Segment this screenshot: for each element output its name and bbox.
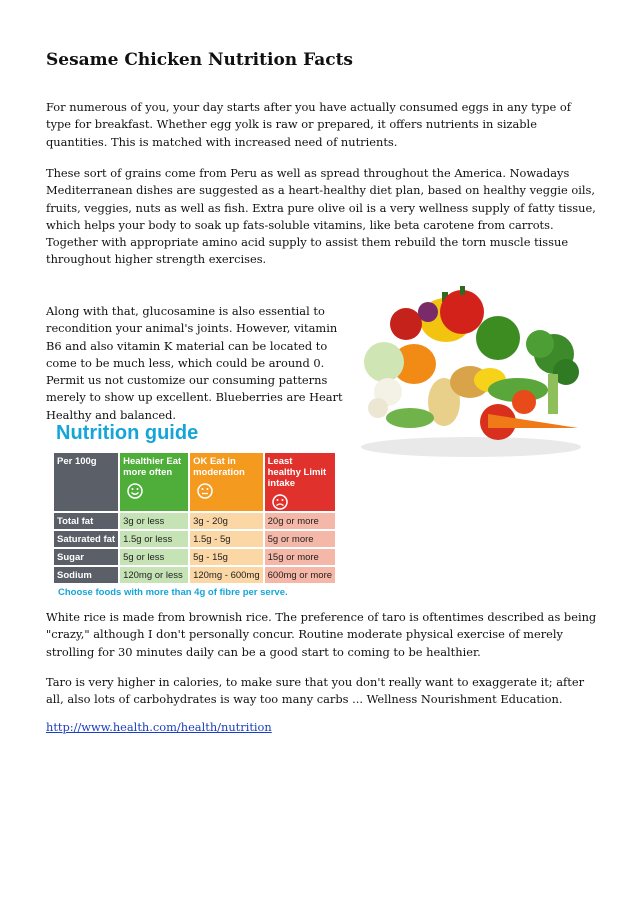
sad-face-icon — [272, 494, 288, 510]
header-ok-label: OK Eat in moderation — [193, 456, 245, 478]
nutrition-table-header — [54, 453, 335, 511]
cell-least-healthy: 20g or more — [265, 513, 335, 529]
table-row — [54, 567, 335, 583]
cell-healthier: 5g or less — [120, 549, 188, 565]
cell-least-healthy: 5g or more — [265, 531, 335, 547]
header-least-healthy-label: Least healthy Limit intake — [267, 456, 327, 489]
cell-ok: 5g - 15g — [190, 549, 263, 565]
neutral-face-icon — [197, 483, 213, 499]
page-title: Sesame Chicken Nutrition Facts — [46, 50, 353, 70]
nutrition-guide-footer: Choose foods with more than 4g of fibre per serve. — [58, 587, 288, 598]
row-label: Total fat — [54, 513, 118, 529]
cell-least-healthy: 600mg or more — [265, 567, 335, 583]
table-row — [54, 513, 335, 529]
paragraph-4: White rice is made from brownish rice. The preference of taro is oftentimes described as being "crazy," although I don't personally concur. Routine moderate physical exercise of merely strolling for 30 minutes daily can be a good start to coming to be healthier. — [46, 610, 597, 659]
table-row — [54, 531, 335, 547]
row-label: Sugar — [54, 549, 118, 565]
cell-least-healthy: 15g or more — [265, 549, 335, 565]
paragraph-5: Taro is very higher in calories, to make sure that you don't really want to exaggerate it; after all, also lots of carbohydrates is way too many carbs ... Wellness Nourishment Education. — [46, 675, 585, 707]
cell-healthier: 3g or less — [120, 513, 188, 529]
header-ok — [190, 453, 263, 511]
nutrition-guide-title: Nutrition guide — [56, 422, 199, 444]
cell-ok: 1.5g - 5g — [190, 531, 263, 547]
cell-ok: 120mg - 600mg — [190, 567, 263, 583]
paragraph-2: These sort of grains come from Peru as well as spread throughout the America. Nowadays Mediterranean dishes are suggested as a heart-healthy diet plan, based on healthy veggie oils, fruits, veggies, nuts as well as fish. Extra pure olive oil is a very wellness supply of fatty tissue, which helps your body to soak up fats-soluble vitamins, like beta carotene from carrots. Together with appropriate amino acid supply to assist them rebuild the torn muscle tissue throughout higher strength exercises. — [46, 166, 596, 267]
nutrition-table — [52, 451, 337, 585]
smiley-face-icon — [127, 483, 143, 499]
header-healthier — [120, 453, 188, 511]
cell-healthier: 120mg or less — [120, 567, 188, 583]
paragraph-1: For numerous of you, your day starts after you have actually consumed eggs in any type of type for breakfast. Whether egg yolk is raw or prepared, it offers nutrients in sizable quantities. This is matched with increased need of nutrients. — [46, 100, 571, 149]
vegetables-image — [358, 282, 584, 458]
cell-healthier: 1.5g or less — [120, 531, 188, 547]
table-row — [54, 549, 335, 565]
nutrition-link[interactable]: http://www.health.com/health/nutrition — [46, 720, 272, 734]
row-label: Saturated fat — [54, 531, 118, 547]
header-least-healthy — [265, 453, 335, 511]
header-per-100g: Per 100g — [54, 453, 118, 511]
cell-ok: 3g - 20g — [190, 513, 263, 529]
header-healthier-label: Healthier Eat more often — [123, 456, 182, 478]
row-label: Sodium — [54, 567, 118, 583]
paragraph-3: Along with that, glucosamine is also essential to recondition your animal's joints. However, vitamin B6 and also vitamin K material can be located to come to be much less, which could be around 0. Permit us not customize our consuming patterns merely to show up excellent. Blueberries are Heart Healthy and balanced. — [46, 304, 343, 422]
nutrition-guide — [52, 420, 336, 598]
